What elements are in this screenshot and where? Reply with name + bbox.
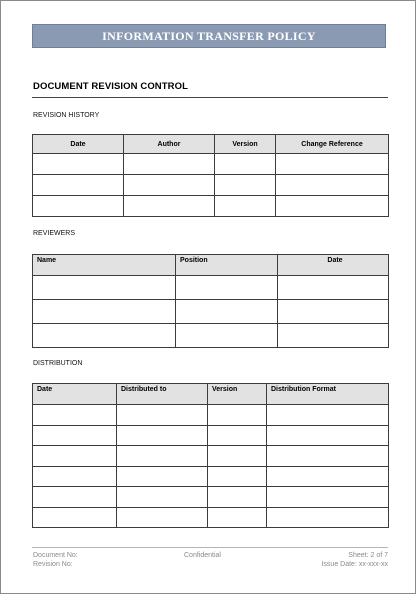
table-cell[interactable] [276, 154, 389, 175]
table-row [33, 466, 389, 487]
column-header: Version [215, 135, 276, 154]
table-cell[interactable] [208, 405, 267, 426]
table-cell[interactable] [33, 324, 176, 348]
table-cell[interactable] [33, 405, 117, 426]
column-header: Change Reference [276, 135, 389, 154]
column-header: Name [33, 255, 176, 276]
column-header: Date [33, 135, 124, 154]
table-row [33, 324, 389, 348]
column-header: Author [124, 135, 215, 154]
table-cell[interactable] [267, 446, 389, 467]
distribution-body [33, 405, 389, 528]
table-cell[interactable] [278, 300, 389, 324]
table-cell[interactable] [33, 425, 117, 446]
reviewers-table [32, 254, 389, 348]
section-title: DOCUMENT REVISION CONTROL [33, 81, 189, 92]
column-header: Position [176, 255, 278, 276]
table-cell[interactable] [33, 446, 117, 467]
table-row [33, 175, 389, 196]
table-row [33, 276, 389, 300]
table-cell[interactable] [176, 324, 278, 348]
table-cell[interactable] [208, 487, 267, 508]
issue-date: Issue Date: xx-xxx-xx [321, 561, 388, 568]
revision-history-label: REVISION HISTORY [33, 112, 100, 119]
document-number-label: Document No: [33, 552, 78, 559]
table-cell[interactable] [33, 276, 176, 300]
table-cell[interactable] [176, 300, 278, 324]
table-cell[interactable] [117, 425, 208, 446]
document-title: INFORMATION TRANSFER POLICY [102, 28, 316, 43]
table-cell[interactable] [33, 196, 124, 217]
table-cell[interactable] [208, 466, 267, 487]
table-cell[interactable] [33, 507, 117, 528]
table-cell[interactable] [276, 196, 389, 217]
table-cell[interactable] [215, 175, 276, 196]
table-cell[interactable] [276, 175, 389, 196]
column-header: Date [33, 384, 117, 405]
section-title-rule [32, 97, 388, 98]
sheet-number: Sheet: 2 of 7 [348, 552, 388, 559]
column-header: Date [278, 255, 389, 276]
table-cell[interactable] [124, 175, 215, 196]
footer-left [33, 551, 78, 569]
column-header: Version [208, 384, 267, 405]
table-cell[interactable] [33, 300, 176, 324]
table-cell[interactable] [33, 466, 117, 487]
column-header: Distributed to [117, 384, 208, 405]
revision-number-label: Revision No: [33, 561, 73, 568]
table-cell[interactable] [117, 446, 208, 467]
table-cell[interactable] [267, 507, 389, 528]
table-cell[interactable] [117, 466, 208, 487]
table-cell[interactable] [33, 154, 124, 175]
table-row [33, 154, 389, 175]
table-row [33, 425, 389, 446]
table-cell[interactable] [33, 175, 124, 196]
table-cell[interactable] [215, 196, 276, 217]
table-cell[interactable] [33, 487, 117, 508]
table-cell[interactable] [208, 507, 267, 528]
table-cell[interactable] [208, 425, 267, 446]
distribution-table [32, 383, 389, 528]
table-cell[interactable] [208, 446, 267, 467]
footer-rule [32, 547, 388, 548]
reviewers-body [33, 276, 389, 348]
table-cell[interactable] [267, 425, 389, 446]
confidential-label: Confidential [184, 552, 221, 559]
document-title-banner [32, 24, 386, 48]
table-cell[interactable] [278, 276, 389, 300]
table-cell[interactable] [176, 276, 278, 300]
table-row [33, 300, 389, 324]
table-header-row [33, 135, 389, 154]
table-row [33, 487, 389, 508]
revision-history-body [33, 154, 389, 217]
table-cell[interactable] [117, 405, 208, 426]
revision-history-table [32, 134, 389, 217]
table-row [33, 507, 389, 528]
distribution-label: DISTRIBUTION [33, 360, 83, 367]
table-cell[interactable] [117, 487, 208, 508]
table-cell[interactable] [117, 507, 208, 528]
table-cell[interactable] [124, 154, 215, 175]
table-cell[interactable] [267, 487, 389, 508]
column-header: Distribution Format [267, 384, 389, 405]
table-cell[interactable] [215, 154, 276, 175]
table-row [33, 405, 389, 426]
table-row [33, 196, 389, 217]
footer-right [321, 551, 388, 569]
table-cell[interactable] [267, 405, 389, 426]
table-header-row [33, 384, 389, 405]
table-cell[interactable] [267, 466, 389, 487]
reviewers-label: REVIEWERS [33, 230, 76, 237]
table-cell[interactable] [124, 196, 215, 217]
table-row [33, 446, 389, 467]
table-cell[interactable] [278, 324, 389, 348]
table-header-row [33, 255, 389, 276]
